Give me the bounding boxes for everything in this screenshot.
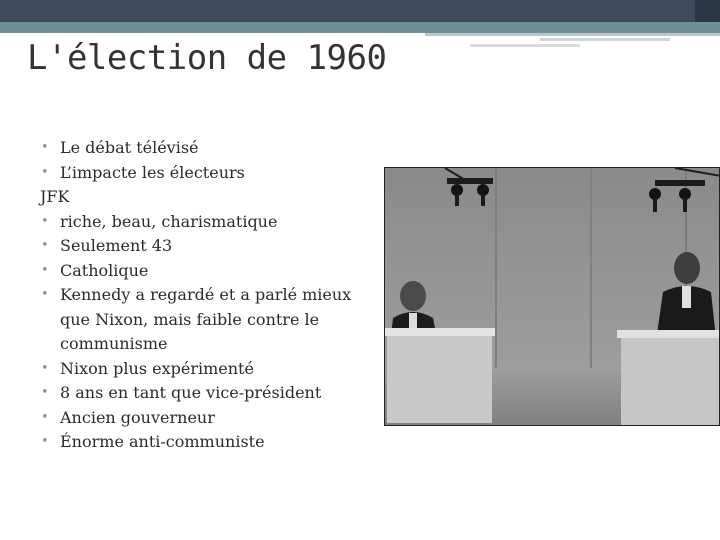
bullet-icon: • [41, 409, 49, 425]
bullet-icon: • [41, 238, 49, 253]
debate-photo [384, 167, 720, 426]
bullet-item [40, 430, 358, 455]
bullet-item [40, 161, 358, 186]
bullet-text: Seulement 43 [60, 236, 173, 255]
bullet-item [40, 234, 358, 259]
header-bar-accent [695, 0, 720, 22]
header-decor-line [540, 38, 670, 41]
debate-photo-illustration [385, 168, 720, 426]
bullet-item [40, 210, 358, 235]
bullet-text: Nixon plus expérimenté [60, 358, 254, 378]
bullet-icon: • [41, 434, 49, 449]
bullet-text: 8 ans en tant que vice-président [60, 383, 322, 402]
bullet-icon: • [41, 140, 49, 155]
slide-title: L'élection de 1960 [27, 38, 387, 78]
bullet-text: Kennedy a regardé et a parlé mieux que Nixon, mais faible contre le communisme [60, 285, 352, 353]
bullet-item [40, 406, 358, 431]
bullet-icon: • [41, 385, 49, 400]
bullet-list [40, 136, 358, 455]
bullet-item [40, 357, 358, 382]
bullet-item [40, 259, 358, 284]
bullet-text: Le débat télévisé [60, 138, 199, 157]
bullet-icon: • [41, 360, 49, 376]
bullet-item [40, 381, 358, 406]
bullet-text: Ancien gouverneur [60, 407, 215, 427]
bullet-icon: • [41, 213, 49, 229]
header-bar [0, 0, 720, 22]
bullet-item [40, 283, 358, 357]
header-stripe [0, 22, 720, 33]
bullet-icon: • [41, 164, 49, 180]
list-heading [40, 185, 358, 210]
header-decor-line [425, 33, 720, 36]
bullet-text: riche, beau, charismatique [60, 211, 278, 231]
bullet-icon: • [41, 287, 49, 302]
list-heading-text: JFK [40, 187, 70, 206]
header-decor-line [470, 44, 580, 47]
bullet-text: Catholique [60, 260, 149, 280]
bullet-text: Énorme anti-communiste [60, 432, 265, 451]
bullet-item [40, 136, 358, 161]
bullet-text: L’impacte les électeurs [60, 162, 245, 182]
bullet-icon: • [41, 262, 49, 278]
